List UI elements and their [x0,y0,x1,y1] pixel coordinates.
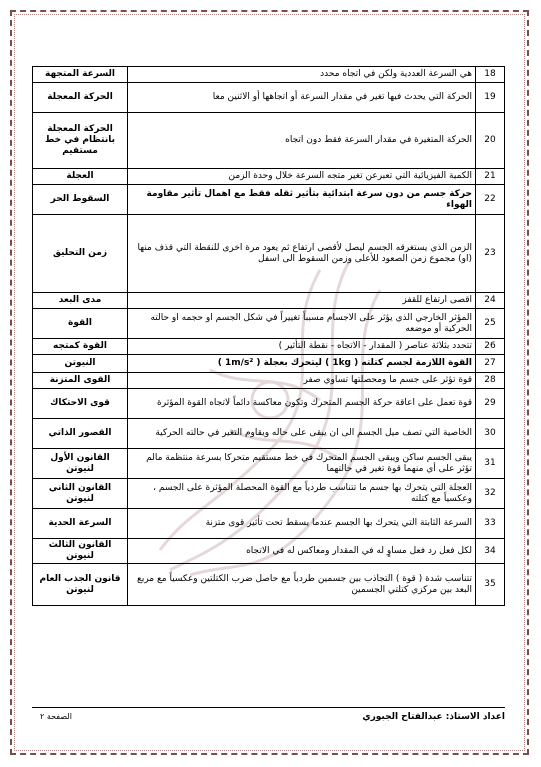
terms-table [32,66,505,606]
table-row [33,83,505,113]
table-row [33,539,505,564]
row-number: 18 [476,67,505,83]
row-definition: الزمن الذي يستغرقه الجسم ليصل لأقصى ارتفاع ثم يعود مرة اخرى للنقطة التي قذف منها (او) مجموع زمن الصعود للأعلى وزمن السقوط الى اسفل [128,215,476,293]
row-definition: المؤثر الخارجي الذي يؤثر على الاجسام مسبباً تغييراً في شكل الجسم او حجمه او حالته الحركية أو موضعه [128,309,476,339]
row-term: الحركة المعجلة بانتظام في خط مستقيم [33,113,128,169]
row-term: القوة كمتجه [33,339,128,355]
row-number: 25 [476,309,505,339]
row-number: 27 [476,355,505,373]
row-term: زمن التحليق [33,215,128,293]
table-row [33,309,505,339]
table-row [33,389,505,419]
table-row [33,479,505,509]
row-term: العجلة [33,169,128,185]
row-term: القوة [33,309,128,339]
table-row [33,169,505,185]
table-row [33,419,505,449]
row-number: 22 [476,185,505,215]
row-number: 28 [476,373,505,389]
row-definition: الحركة المتغيرة في مقدار السرعة فقط دون اتجاه [128,113,476,169]
row-definition: الحركة التي يحدث فيها تغير في مقدار السرعة أو اتجاهها أو الاثنين معا [128,83,476,113]
row-definition: يبقى الجسم ساكن ويبقى الجسم المتحرك في خط مستقيم متحركا بسرعة منتظمة مالم تؤثر على أي منهما قوة تغير في حالتهما [128,449,476,479]
table-row [33,67,505,83]
footer-prepared-by: اعداد الاستاذ: عبدالفتاح الجبوري [362,712,505,722]
row-term: القانون الثاني لنيوتن [33,479,128,509]
row-definition: القوة اللازمة لجسم كتلته ( 1kg ) ليتحرك بعجلة ( 1m/s² ) [128,355,476,373]
table-row [33,509,505,539]
row-number: 35 [476,564,505,606]
row-number: 26 [476,339,505,355]
row-term: القانون الأول لنيوتن [33,449,128,479]
row-definition: الكمية الفيزيائية التي تعبرعن تغير متجه السرعة خلال وحدة الزمن [128,169,476,185]
row-term: قانون الجذب العام لنيوتن [33,564,128,606]
row-definition: لكل فعل رد فعل مساوٍ له في المقدار ومعاكس له في الاتجاه [128,539,476,564]
table-row [33,449,505,479]
table-row [33,215,505,293]
row-definition: قوة تؤثر على جسم ما ومحصلتها تساوي صفر [128,373,476,389]
table-row [33,113,505,169]
row-number: 19 [476,83,505,113]
row-number: 21 [476,169,505,185]
row-number: 29 [476,389,505,419]
table-row [33,355,505,373]
row-definition: السرعة الثابتة التي يتحرك بها الجسم عندما يسقط تحت تأثير قوى متزنة [128,509,476,539]
footer-rule [32,707,505,708]
row-definition: اقصى ارتفاع للقفز [128,293,476,309]
row-term: مدى البعد [33,293,128,309]
table-row [33,564,505,606]
row-definition: حركة جسم من دون سرعة ابتدائية بتأثير ثقله فقط مع اهمال تأثير مقاومة الهواء [128,185,476,215]
row-term: القوى المتزنة [33,373,128,389]
row-number: 23 [476,215,505,293]
row-definition: قوة تعمل على اعاقة حركة الجسم المتحرك وتكون معاكسة دائماً لاتجاه القوة المؤثرة [128,389,476,419]
row-number: 34 [476,539,505,564]
row-term: قوى الاحتكاك [33,389,128,419]
row-term: السرعة الحدية [33,509,128,539]
row-number: 24 [476,293,505,309]
table-row [33,373,505,389]
footer-page-number: الصفحة ٢ [40,712,72,721]
row-number: 32 [476,479,505,509]
row-definition: تتناسب شدة ( قوة ) التجاذب بين جسمين طردياً مع حاصل ضرب الكتلتين وعكسياً مع مربع البعد بين مركزي كتلتي الجسمين [128,564,476,606]
row-number: 33 [476,509,505,539]
row-definition: تتحدد بثلاثة عناصر ( المقدار - الاتجاه - نقطة التأثير ) [128,339,476,355]
row-term: القصور الذاتي [33,419,128,449]
row-number: 31 [476,449,505,479]
table-row [33,185,505,215]
row-definition: العجلة التي يتحرك بها جسم ما تتناسب طردياً مع القوة المحصلة المؤثرة على الجسم ، وعكسياً مع كتلته [128,479,476,509]
row-term: الحركة المعجلة [33,83,128,113]
table-row [33,293,505,309]
table-row [33,339,505,355]
row-term: السرعة المتجهة [33,67,128,83]
row-definition: الخاصية التي تصف ميل الجسم الى ان يبقى على حاله ويقاوم التغير في حالته الحركية [128,419,476,449]
row-definition: هي السرعة العددية ولكن في اتجاه محدد [128,67,476,83]
row-number: 30 [476,419,505,449]
row-term: النيوتن [33,355,128,373]
row-number: 20 [476,113,505,169]
row-term: القانون الثالث لنيوتن [33,539,128,564]
row-term: السقوط الحر [33,185,128,215]
